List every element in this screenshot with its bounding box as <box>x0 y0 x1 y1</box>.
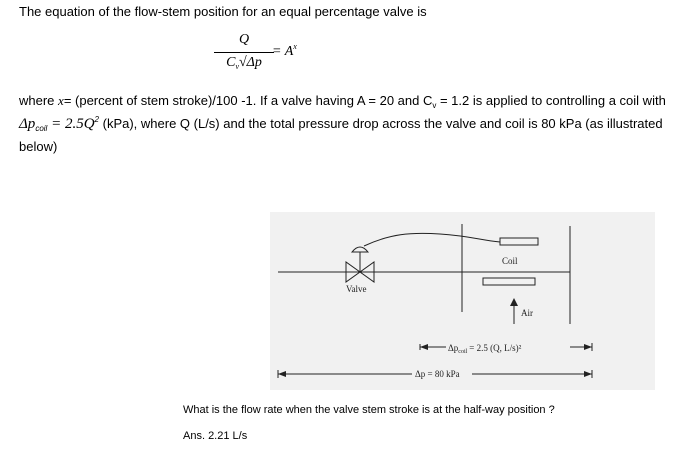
valve-coil-figure <box>270 212 655 390</box>
equation-cv: C <box>226 55 236 70</box>
coil-bottom <box>483 278 535 285</box>
where-part3: = 1.2 is applied to controlling a coil with <box>436 93 666 108</box>
coil-rest: (kPa), where Q (L/s) and the total pressure drop across the valve and coil is 80 kPa (as illustrated <box>99 116 663 131</box>
where-part2: = (percent of stem stroke)/100 -1. If a valve having A = 20 and C <box>63 93 433 108</box>
coil-dp-label: $\Delta p_{coil} = 2.5$ (Q, L/s)² <box>448 343 522 355</box>
valve-actuator <box>352 247 368 252</box>
coil-top <box>500 238 538 245</box>
question-text: What is the flow rate when the valve stem stroke is at the half-way position ? <box>183 404 555 416</box>
coil-label: Coil <box>502 256 518 266</box>
coil-dp: Δp <box>19 116 36 132</box>
where-part1: where <box>19 93 59 108</box>
air-arrow-head <box>510 298 518 306</box>
equation-rhs-sup: x <box>293 42 297 51</box>
answer-text: Ans. 2.21 L/s <box>183 430 248 442</box>
where-x-var: x <box>58 93 64 108</box>
equation-fraction <box>214 32 274 71</box>
below-text: below) <box>19 139 58 154</box>
where-cv-sub: v <box>432 101 437 110</box>
equation-sqrt: √Δp <box>239 55 262 70</box>
coil-line <box>19 115 663 133</box>
signal-line <box>364 233 500 246</box>
coil-dp-sub: coil <box>35 124 48 133</box>
equation-rhs <box>272 42 297 60</box>
where-line <box>19 93 666 110</box>
equation-cv-sub: v <box>235 62 239 71</box>
coil-eq: = 2.5Q <box>47 116 95 132</box>
fraction-bar <box>214 52 274 53</box>
total-dp-label: Δp = 80 kPa <box>415 369 460 379</box>
equation-denominator <box>214 55 274 71</box>
intro-text: The equation of the flow-stem position for an equal percentage valve is <box>19 4 427 19</box>
equation-numerator: Q <box>238 32 250 47</box>
valve-coil-diagram <box>270 212 655 390</box>
equation-rhs-text: = A <box>272 44 294 59</box>
coil-eq-sup: 2 <box>94 115 99 124</box>
valve-label: Valve <box>346 284 367 294</box>
air-label: Air <box>521 308 533 318</box>
